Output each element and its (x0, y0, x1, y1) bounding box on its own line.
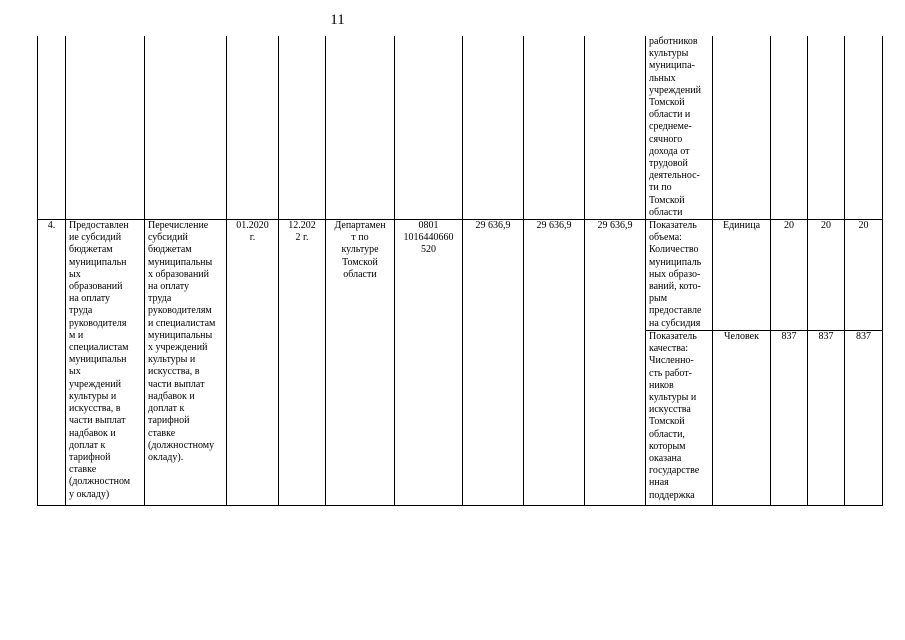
indicator-volume (646, 220, 713, 331)
value-text: 20 (858, 220, 869, 232)
value-text: 20 (821, 220, 831, 232)
cell-value-3 (845, 36, 883, 220)
event-description-text: Перечисление субсидий бюджетам муниципальны х образований на оплату труда руководителям и специалистам муниципальны х учреждений культуры и искусства, в части выплат надбавок и доплат к тарифной ставке (должностному окладу). (148, 220, 216, 463)
cell-value-1 (771, 36, 808, 220)
end-date-text: 12.202 2 г. (288, 220, 316, 244)
amount-2 (524, 220, 585, 506)
event-name (66, 220, 145, 506)
amount-1 (463, 220, 524, 506)
amount-3-text: 29 636,9 (597, 220, 633, 232)
value-text: 20 (784, 220, 794, 232)
table-row-4 (38, 220, 883, 331)
cell-indicator (646, 36, 713, 220)
indicator-text: работников культуры муниципа- льных учреждений Томской области и среднеме- сячного дохода от трудовой деятельнос- ти по Томской области (649, 36, 701, 218)
event-description (145, 220, 227, 506)
cell-amount-3 (585, 36, 646, 220)
indicator-volume-value-3 (845, 220, 883, 331)
cell-start-date (227, 36, 279, 220)
start-date (227, 220, 279, 506)
indicator-quality-unit-text: Человек (724, 331, 759, 343)
row-number-text: 4. (47, 220, 56, 232)
amount-3 (585, 220, 646, 506)
cell-amount-1 (463, 36, 524, 220)
cell-amount-2 (524, 36, 585, 220)
amount-1-text: 29 636,9 (475, 220, 511, 232)
executor-text: Департамен т по культуре Томской области (334, 220, 386, 280)
executor (326, 220, 395, 506)
cell-executor (326, 36, 395, 220)
indicator-quality-value-3 (845, 331, 883, 506)
indicator-quality-value-1 (771, 331, 808, 506)
cell-end-date (279, 36, 326, 220)
indicator-volume-value-2 (808, 220, 845, 331)
cell-event-name (66, 36, 145, 220)
program-events-table (37, 36, 883, 506)
budget-code-text: 0801 1016440660 520 (403, 220, 454, 256)
indicator-quality (646, 331, 713, 506)
end-date (279, 220, 326, 506)
indicator-quality-unit (713, 331, 771, 506)
indicator-quality-text: Показатель качества: Численно- сть работ- ников культуры и искусства Томской области, которым оказана государстве нная поддержка (649, 331, 700, 501)
indicator-volume-text: Показатель объема: Количество муниципаль ных образо- ваний, кото- рым предоставле на субсидия (649, 220, 702, 329)
cell-value-2 (808, 36, 845, 220)
start-date-text: 01.2020 г. (236, 220, 269, 244)
row-number (38, 220, 66, 506)
cell-budget-code (395, 36, 463, 220)
cell-unit (713, 36, 771, 220)
amount-2-text: 29 636,9 (536, 220, 572, 232)
indicator-volume-unit-text: Единица (722, 220, 761, 232)
value-text: 837 (818, 331, 834, 343)
table-row-continuation (38, 36, 883, 220)
indicator-quality-value-2 (808, 331, 845, 506)
budget-code (395, 220, 463, 506)
indicator-volume-unit (713, 220, 771, 331)
value-text: 837 (856, 331, 871, 343)
cell-description (145, 36, 227, 220)
page-number: 11 (330, 12, 345, 28)
event-name-text: Предоставлен ие субсидий бюджетам муниципальн ых образований на оплату труда руководителя м и специалистам муниципальн ых учреждений культуры и искусства, в части выплат надбавок и доплат к тарифной ставке (должностном у окладу) (69, 220, 131, 500)
cell-number (38, 36, 66, 220)
value-text: 837 (781, 331, 797, 343)
indicator-volume-value-1 (771, 220, 808, 331)
